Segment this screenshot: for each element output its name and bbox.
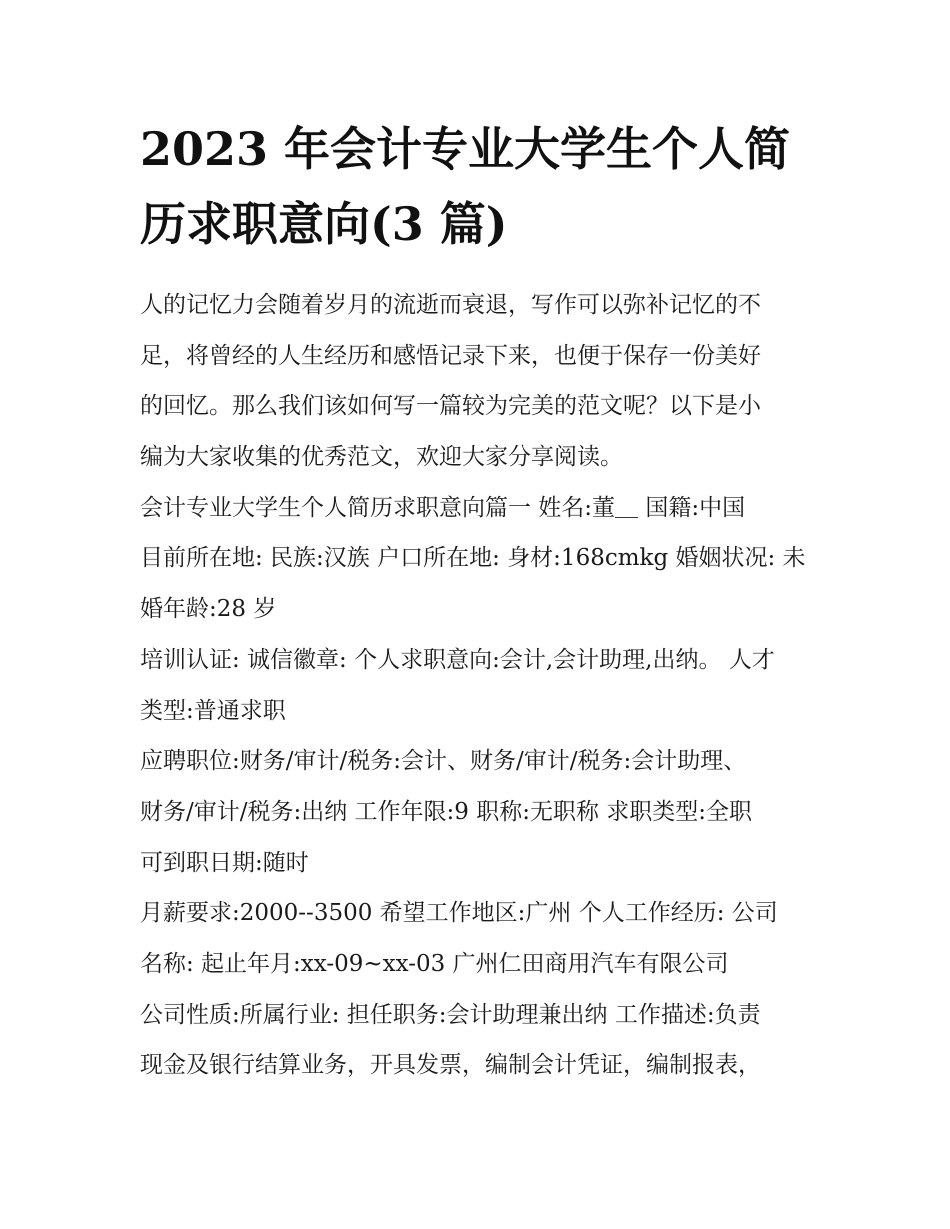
paragraph-line: 公司性质:所属行业: 担任职务:会计助理兼出纳 工作描述:负责	[140, 1001, 761, 1028]
paragraph-line: 名称: 起止年月:xx-09~xx-03 广州仁田商用汽车有限公司	[140, 950, 729, 977]
paragraph-line: 培训认证: 诚信徽章: 个人求职意向:会计,会计助理,出纳。 人才	[140, 646, 775, 673]
paragraph-line: 足，将曾经的人生经历和感悟记录下来，也便于保存一份美好	[140, 342, 761, 369]
document-title	[140, 112, 820, 262]
paragraph-line: 月薪要求:2000--3500 希望工作地区:广州 个人工作经历: 公司	[140, 900, 778, 927]
paragraph-line: 财务/审计/税务:出纳 工作年限:9 职称:无职称 求职类型:全职	[140, 798, 753, 825]
paragraph-line: 现金及银行结算业务，开具发票，编制会计凭证，编制报表，	[140, 1052, 761, 1079]
paragraph-line: 的回忆。那么我们该如何写一篇较为完美的范文呢？以下是小	[140, 393, 761, 420]
paragraph-line: 人的记忆力会随着岁月的流逝而衰退，写作可以弥补记忆的不	[140, 292, 761, 318]
paragraph-line: 婚年龄:28 岁	[140, 596, 277, 623]
paragraph-line: 编为大家收集的优秀范文，欢迎大家分享阅读。	[140, 444, 623, 471]
paragraph-line: 会计专业大学生个人简历求职意向篇一 姓名:董＿ 国籍:中国	[140, 494, 746, 521]
title-line: 历求职意向(3 篇)	[140, 197, 508, 251]
paragraph-line: 类型:普通求职	[140, 697, 286, 724]
paragraph-line: 可到职日期:随时	[140, 849, 309, 876]
paragraph-line: 应聘职位:财务/审计/税务:会计、财务/审计/税务:会计助理、	[140, 748, 747, 775]
paragraph-line: 目前所在地: 民族:汉族 户口所在地: 身材:168cmkg 婚姻状况: 未	[140, 545, 806, 572]
document-body	[140, 280, 840, 1091]
title-line: 2023 年会计专业大学生个人简	[140, 122, 791, 176]
